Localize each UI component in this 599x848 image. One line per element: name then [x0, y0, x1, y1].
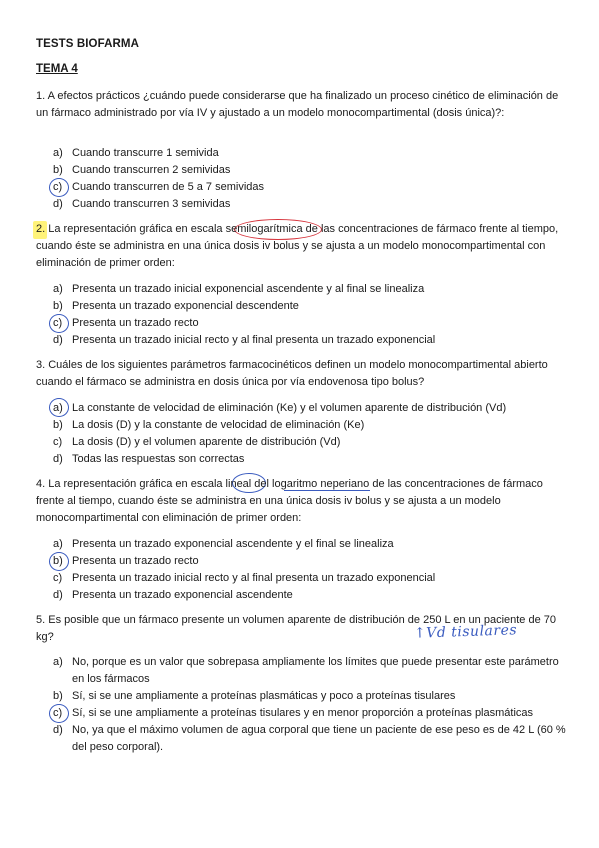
question-1-options	[53, 145, 573, 213]
option-text: La constante de velocidad de eliminación (Ke) y el volumen aparente de distribución (Vd)	[72, 402, 507, 414]
question-3-options	[53, 400, 573, 468]
option-item	[53, 434, 573, 451]
option-text: No, ya que el máximo volumen de agua corporal que tiene un paciente de ese peso es de 42 L (60 % del peso corporal).	[72, 724, 566, 753]
option-item	[53, 722, 573, 756]
question-5-options	[53, 654, 573, 756]
question-4-options	[53, 536, 573, 604]
option-item	[53, 688, 573, 705]
option-item	[53, 570, 573, 587]
option-item	[53, 400, 573, 417]
option-item	[53, 536, 573, 553]
option-letter: c)	[53, 436, 63, 448]
option-letter: c)	[53, 707, 63, 719]
option-text: Presenta un trazado inicial exponencial ascendente y al final se linealiza	[72, 283, 425, 295]
option-item	[53, 332, 573, 349]
option-item	[53, 705, 573, 722]
option-letter: d)	[53, 334, 63, 346]
answer-circle-mark	[49, 398, 69, 417]
document-title: TESTS BIOFARMA	[36, 38, 139, 50]
topic-heading: TEMA 4	[36, 63, 78, 75]
question-4-text: 4. La representación gráfica en escala lineal del logaritmo neperiano de las concentraciones de fármaco frente al tiempo, cuando éste se administra en una única dosis iv bolus y se ajusta a un modelo monocompartimental con eliminación de primer orden:	[36, 478, 543, 524]
question-2-number: 2.	[36, 223, 46, 235]
question-2-text	[36, 221, 566, 272]
option-item	[53, 451, 573, 468]
question-3-text: 3. Cuáles de los siguientes parámetros farmacocinéticos definen un modelo monocompartimental abierto cuando el fármaco se administra en dosis única por vía endovenosa tipo bolus?	[36, 359, 548, 388]
option-letter: b)	[53, 555, 63, 567]
option-item	[53, 281, 573, 298]
option-item	[53, 145, 573, 162]
option-letter: b)	[53, 300, 63, 312]
answer-circle-mark	[49, 314, 69, 333]
option-text: No, porque es un valor que sobrepasa ampliamente los límites que puede presentar este parámetro en los fármacos	[72, 656, 559, 685]
option-item	[53, 417, 573, 434]
option-item	[53, 179, 573, 196]
option-letter: c)	[53, 317, 63, 329]
option-text: Presenta un trazado exponencial ascendente	[72, 589, 293, 601]
answer-circle-mark	[49, 704, 69, 723]
option-text: Todas las respuestas son correctas	[72, 453, 245, 465]
option-text: Presenta un trazado inicial recto y al final presenta un trazado exponencial	[72, 334, 436, 346]
option-item	[53, 298, 573, 315]
option-text: La dosis (D) y el volumen aparente de distribución (Vd)	[72, 436, 341, 448]
option-text: Presenta un trazado recto	[72, 317, 199, 329]
option-text: Sí, si se une ampliamente a proteínas tisulares y en menor proporción a proteínas plasmáticas	[72, 707, 534, 719]
option-letter: b)	[53, 164, 63, 176]
option-item	[53, 654, 573, 688]
option-letter: d)	[53, 724, 63, 736]
option-letter: c)	[53, 572, 63, 584]
option-text: Presenta un trazado exponencial ascendente y el final se linealiza	[72, 538, 394, 550]
question-2-body: La representación gráfica en escala semilogarítmica de las concentraciones de fármaco frente al tiempo, cuando éste se administra en una única dosis iv bolus y se ajusta a un modelo monocompartimental con eliminación de primer orden:	[36, 223, 559, 269]
option-text: Presenta un trazado inicial recto y al final presenta un trazado exponencial	[72, 572, 436, 584]
option-item	[53, 587, 573, 604]
option-text: Cuando transcurren 3 semividas	[72, 198, 231, 210]
option-text: Presenta un trazado exponencial descendente	[72, 300, 299, 312]
option-letter: a)	[53, 656, 63, 668]
option-letter: d)	[53, 198, 63, 210]
option-text: Presenta un trazado recto	[72, 555, 199, 567]
option-item	[53, 162, 573, 179]
option-letter: d)	[53, 453, 63, 465]
option-letter: a)	[53, 402, 63, 414]
option-item	[53, 553, 573, 570]
option-letter: a)	[53, 538, 63, 550]
handwritten-note: ↑Vd tisulares	[413, 622, 518, 642]
option-letter: b)	[53, 690, 63, 702]
option-letter: b)	[53, 419, 63, 431]
option-text: La dosis (D) y la constante de velocidad de eliminación (Ke)	[72, 419, 365, 431]
option-letter: d)	[53, 589, 63, 601]
option-letter: a)	[53, 147, 63, 159]
option-text: Cuando transcurre 1 semivida	[72, 147, 219, 159]
option-text: Cuando transcurren 2 semividas	[72, 164, 231, 176]
option-item	[53, 315, 573, 332]
answer-circle-mark	[49, 552, 69, 571]
question-5-text: 5. Es posible que un fármaco presente un volumen aparente de distribución de 250 L en un paciente de 70 kg?	[36, 614, 557, 643]
question-2-options	[53, 281, 573, 349]
answer-circle-mark	[49, 178, 69, 197]
option-item	[53, 196, 573, 213]
option-text: Cuando transcurren de 5 a 7 semividas	[72, 181, 264, 193]
option-letter: c)	[53, 181, 63, 193]
option-text: Sí, si se une ampliamente a proteínas plasmáticas y poco a proteínas tisulares	[72, 690, 456, 702]
question-1-text: 1. A efectos prácticos ¿cuándo puede considerarse que ha finalizado un proceso cinético de eliminación de un fármaco administrado por vía IV y ajustado a un modelo monocompartimental (dosis única)?:	[36, 90, 559, 119]
option-letter: a)	[53, 283, 63, 295]
